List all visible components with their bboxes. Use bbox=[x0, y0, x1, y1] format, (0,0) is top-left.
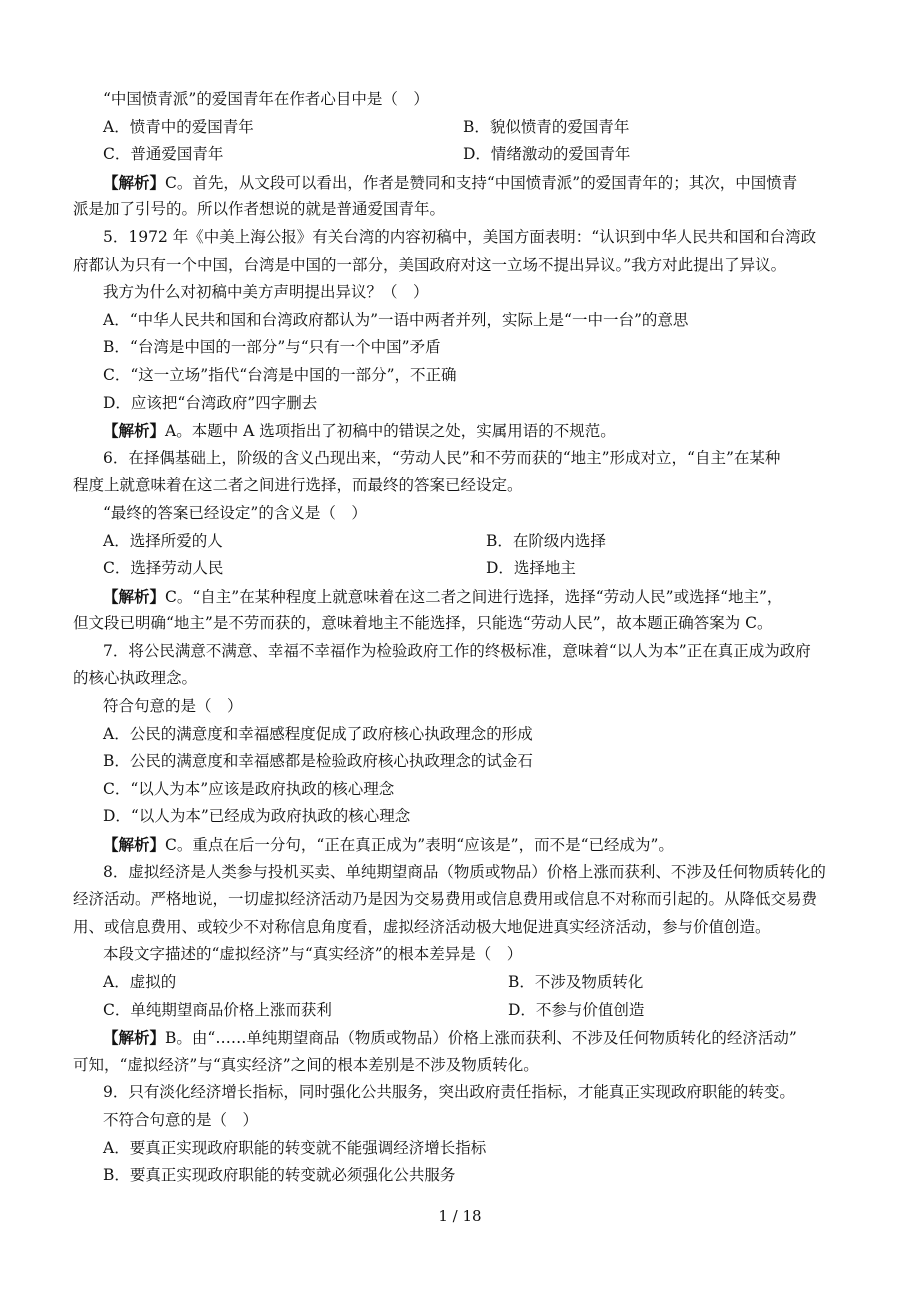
q6-analysis-cont: 但文段已明确“地主”是不劳而获的，意味着地主不能选择，只能选“劳动人民”，故本题正确答案为 C。 bbox=[73, 614, 773, 633]
q8-analysis bbox=[103, 1024, 851, 1052]
q6-text-cont: 程度上就意味着在这二者之间进行选择，而最终的答案已经设定。 bbox=[73, 476, 523, 495]
q5-option-c: C．“这一立场”指代“台湾是中国的一部分”，不正确 bbox=[103, 365, 457, 384]
q7-option-d: D．“以人为本”已经成为政府执政的核心理念 bbox=[103, 807, 411, 826]
analysis-tag: 【解析】 bbox=[103, 835, 166, 855]
q4-option-a: A．愤青中的爱国青年 bbox=[103, 117, 254, 136]
q4-analysis bbox=[103, 169, 851, 197]
q7-analysis bbox=[103, 831, 851, 859]
q6-analysis bbox=[103, 583, 851, 611]
q6-stem: “最终的答案已经设定”的含义是（ ） bbox=[103, 503, 367, 522]
analysis-tag: 【解析】 bbox=[103, 1028, 166, 1048]
q6-option-a: A．选择所爱的人 bbox=[103, 531, 223, 550]
q5-option-b: B．“台湾是中国的一部分”与“只有一个中国”矛盾 bbox=[103, 338, 441, 357]
q6-analysis-text: C。“自主”在某种程度上就意味着在这二者之间进行选择，选择“劳动人民”或选择“地主”， bbox=[165, 587, 783, 606]
q5-stem: 我方为什么对初稿中美方声明提出异议？（ ） bbox=[103, 283, 429, 302]
q8-option-a: A．虚拟的 bbox=[103, 973, 177, 991]
q4-analysis-cont: 派是加了引号的。所以作者想说的就是普通爱国青年。 bbox=[73, 200, 446, 219]
q8-analysis-text: B。由“……单纯期望商品（物质或物品）价格上涨而获利、不涉及任何物质转化的经济活动” bbox=[165, 1029, 797, 1048]
q9-option-a: A．要真正实现政府职能的转变就不能强调经济增长指标 bbox=[103, 1138, 487, 1157]
q8-options-row-1 bbox=[103, 969, 851, 997]
q6-text: 6．在择偶基础上，阶级的含义凸现出来，“劳动人民”和不劳而获的“地主”形成对立，“自主”在某种 bbox=[103, 448, 781, 467]
q4-option-b: B．貌似愤青的爱国青年 bbox=[463, 117, 630, 136]
q4-options-row-2 bbox=[103, 141, 851, 169]
q9-option-b: B．要真正实现政府职能的转变就必须强化公共服务 bbox=[103, 1166, 456, 1185]
q5-text: 5．1972 年《中美上海公报》有关台湾的内容初稿中，美国方面表明：“认识到中华人民共和国和台湾政 bbox=[103, 227, 817, 246]
q8-analysis-cont: 可知，“虚拟经济”与“真实经济”之间的根本差别是不涉及物质转化。 bbox=[73, 1055, 539, 1074]
q4-option-d: D．情绪激动的爱国青年 bbox=[463, 145, 631, 164]
page-number: 1 / 18 bbox=[438, 1207, 482, 1225]
analysis-tag: 【解析】 bbox=[103, 421, 166, 441]
q7-text: 7．将公民满意不满意、幸福不幸福作为检验政府工作的终极标准，意味着“以人为本”正在真正成为政府 bbox=[103, 641, 811, 660]
q8-text-cont-1: 经济活动。严格地说，一切虚拟经济活动乃是因为交易费用或信息费用或信息不对称而引起的。从降低交易费 bbox=[73, 890, 818, 909]
q6-option-d: D．选择地主 bbox=[486, 559, 576, 578]
q5-option-a: A．“中华人民共和国和台湾政府都认为”一语中两者并列，实际上是“一中一台”的意思 bbox=[103, 310, 689, 329]
document-page bbox=[73, 86, 851, 1190]
q5-text-cont: 府都认为只有一个中国，台湾是中国的一部分，美国政府对这一立场不提出异议。”我方对此提出了异议。 bbox=[73, 255, 787, 274]
q8-options-row-2 bbox=[103, 997, 851, 1025]
q9-text: 9．只有淡化经济增长指标，同时强化公共服务，突出政府责任指标，才能真正实现政府职能的转变。 bbox=[103, 1083, 795, 1102]
q9-stem: 不符合句意的是（ ） bbox=[103, 1110, 259, 1129]
q7-option-a: A．公民的满意度和幸福感程度促成了政府核心执政理念的形成 bbox=[103, 724, 533, 743]
q8-option-c: C．单纯期望商品价格上涨而获利 bbox=[103, 1000, 332, 1019]
q6-options-row-2 bbox=[103, 555, 851, 583]
q5-analysis bbox=[103, 417, 851, 445]
q8-text: 8．虚拟经济是人类参与投机买卖、单纯期望商品（物质或物品）价格上涨而获利、不涉及任何物质转化的 bbox=[103, 862, 826, 881]
q8-text-cont-2: 用、或信息费用、或较少不对称信息角度看，虚拟经济活动极大地促进真实经济活动，参与价值创造。 bbox=[73, 917, 771, 936]
analysis-tag: 【解析】 bbox=[103, 586, 166, 606]
q4-options-row-1 bbox=[103, 114, 851, 142]
q7-option-c: C．“以人为本”应该是政府执政的核心理念 bbox=[103, 779, 395, 798]
q4-option-c: C．普通爱国青年 bbox=[103, 145, 224, 164]
q6-option-b: B．在阶级内选择 bbox=[486, 531, 606, 550]
analysis-tag: 【解析】 bbox=[103, 172, 166, 192]
q5-option-d: D．应该把“台湾政府”四字删去 bbox=[103, 393, 318, 412]
q8-stem: 本段文字描述的“虚拟经济”与“真实经济”的根本差异是（ ） bbox=[103, 945, 523, 964]
q7-text-cont: 的核心执政理念。 bbox=[73, 669, 198, 688]
q8-option-b: B．不涉及物质转化 bbox=[508, 973, 644, 991]
q7-option-b: B．公民的满意度和幸福感都是检验政府核心执政理念的试金石 bbox=[103, 752, 533, 771]
q7-analysis-text: C。重点在后一分句，“正在真正成为”表明“应该是”，而不是“已经成为”。 bbox=[165, 836, 674, 855]
q4-stem: “中国愤青派”的爱国青年在作者心目中是（ ） bbox=[103, 90, 429, 108]
q6-options-row-1 bbox=[103, 528, 851, 556]
q6-option-c: C．选择劳动人民 bbox=[103, 559, 224, 578]
q8-option-d: D．不参与价值创造 bbox=[508, 1000, 645, 1019]
q4-analysis-text: C。首先，从文段可以看出，作者是赞同和支持“中国愤青派”的爱国青年的；其次，中国愤青 bbox=[165, 173, 798, 192]
q5-analysis-text: A。本题中 A 选项指出了初稿中的错误之处，实属用语的不规范。 bbox=[165, 422, 616, 441]
q7-stem: 符合句意的是（ ） bbox=[103, 697, 243, 716]
